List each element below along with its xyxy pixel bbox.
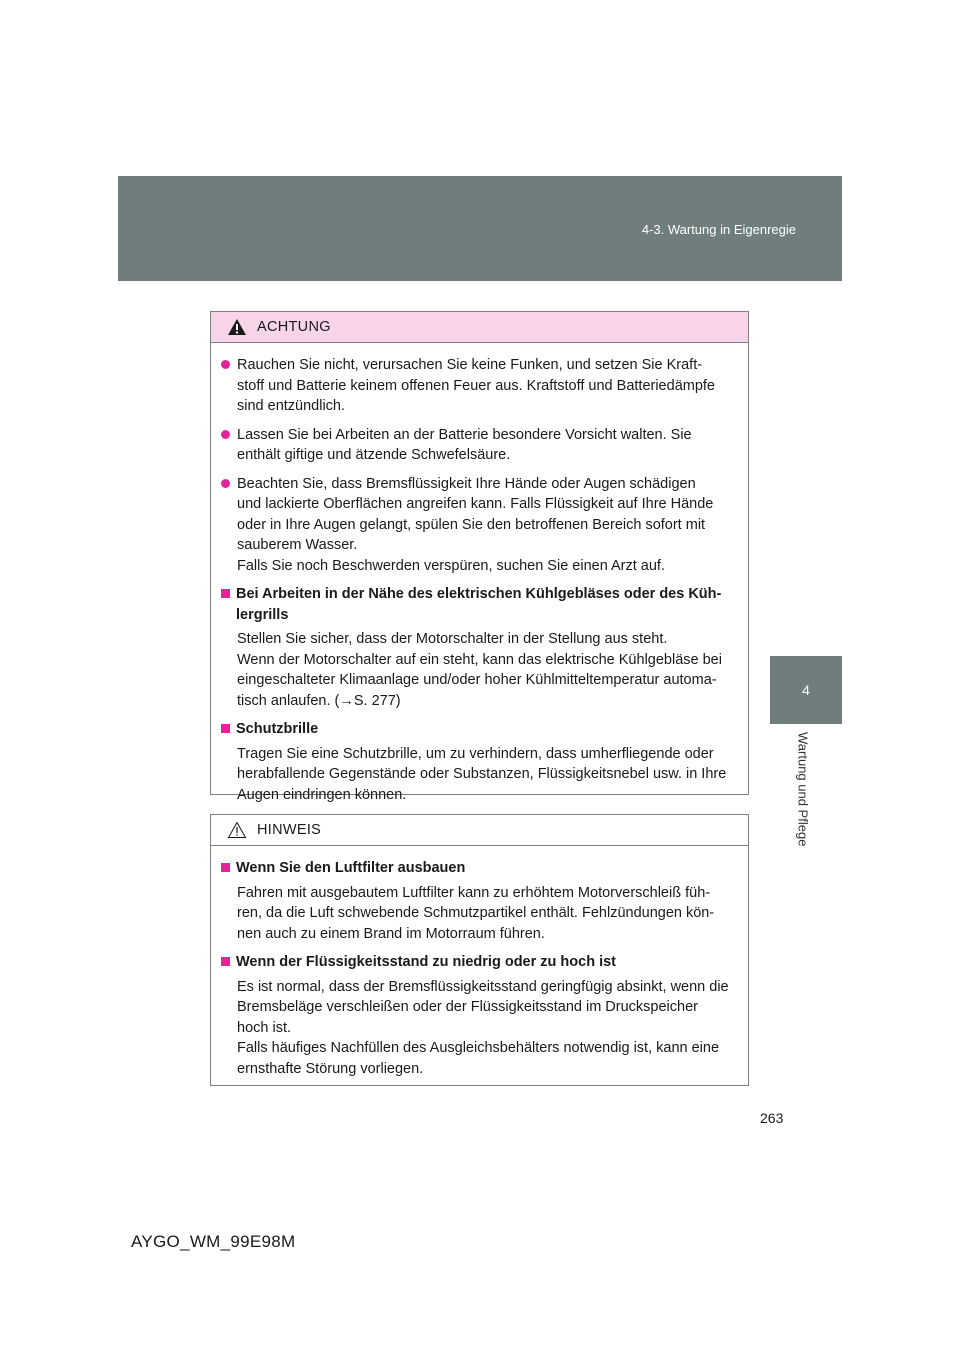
- section-heading: [221, 719, 742, 740]
- chapter-number: 4: [802, 682, 810, 698]
- warning-bullet-text: Rauchen Sie nicht, verursachen Sie keine Funken, und setzen Sie Kraft- stoff und Batterie keinem offenen Feuer aus. Kraftstoff und Batteriedämpfe sind entzündlich.: [237, 357, 715, 414]
- section-title: Bei Arbeiten in der Nähe des elektrischen Kühlgebläses oder des Küh- lergrills: [236, 586, 722, 623]
- note-body: [211, 846, 748, 1079]
- warning-bullet-text: Beachten Sie, dass Bremsflüssigkeit Ihre Hände oder Augen schädigen und lackierte Oberflächen angreifen kann. Falls Flüssigkeit auf Ihre Hände oder in Ihre Augen gelangt, spülen Sie den betroffenen Bereich sofort mit sauberem Wasser. Falls Sie noch Beschwerden verspüren, suchen Sie einen Arzt auf.: [237, 475, 714, 574]
- section-text: Es ist normal, dass der Bremsflüssigkeitsstand geringfügig absinkt, wenn die Bremsbeläge verschleißen oder der Flüssigkeitsstand im Druckspeicher hoch ist. Falls häufiges Nachfüllen des Ausgleichsbehälters notwendig ist, kann eine ernsthafte Störung vorliegen.: [237, 978, 729, 1077]
- bullet-dot-icon: [221, 430, 230, 439]
- section-title: 4-3. Wartung in Eigenregie: [641, 222, 796, 237]
- warning-box-header: [211, 312, 748, 343]
- warning-triangle-icon: [227, 318, 247, 336]
- note-title: HINWEIS: [257, 822, 322, 838]
- document-code: AYGO_WM_99E98M: [131, 1232, 296, 1251]
- list-item: [221, 474, 742, 577]
- bullet-dot-icon: [221, 479, 230, 488]
- section-title: Wenn der Flüssigkeitsstand zu niedrig oder zu hoch ist: [236, 954, 617, 970]
- section-heading: [221, 584, 742, 625]
- warning-box: [210, 311, 749, 803]
- header-band: [118, 176, 842, 281]
- square-bullet-icon: [221, 957, 230, 966]
- note-box: [210, 814, 749, 1086]
- caution-triangle-outline-icon: [227, 821, 247, 839]
- chapter-tab: [770, 656, 842, 724]
- section-title: Wenn Sie den Luftfilter ausbauen: [236, 860, 466, 876]
- section-title: Schutzbrille: [236, 721, 319, 737]
- square-bullet-icon: [221, 589, 230, 598]
- section-heading: [221, 858, 742, 879]
- bullet-dot-icon: [221, 360, 230, 369]
- square-bullet-icon: [221, 724, 230, 733]
- page-number: 263: [760, 1110, 784, 1126]
- list-item: [221, 355, 742, 417]
- section-text: Stellen Sie sicher, dass der Motorschalter in der Stellung aus steht. Wenn der Motorschalter auf ein steht, kann das elektrische Kühlgebläse bei eingeschalteter Klimaanlage und/oder hoher Kühlmitteltemperatur automa- tisch anlaufen. (→S. 277): [237, 631, 722, 709]
- square-bullet-icon: [221, 863, 230, 872]
- section-heading: [221, 952, 742, 973]
- warning-body: [211, 343, 748, 805]
- warning-bullet-text: Lassen Sie bei Arbeiten an der Batterie besondere Vorsicht walten. Sie enthält giftige und ätzende Schwefelsäure.: [237, 426, 692, 463]
- section-text: Tragen Sie eine Schutzbrille, um zu verhindern, dass umherfliegende oder herabfallende Gegenstände oder Substanzen, Flüssigkeitsnebel usw. in Ihre Augen eindringen können.: [237, 745, 727, 803]
- warning-title: ACHTUNG: [257, 319, 331, 335]
- chapter-label: Wartung und Pflege: [795, 732, 811, 847]
- section-text: Fahren mit ausgebautem Luftfilter kann zu erhöhtem Motorverschleiß füh- ren, da die Luft schwebende Schmutzpartikel enthält. Fehlzündungen kön- nen auch zu einem Brand im Motorraum führen.: [237, 884, 715, 942]
- note-box-header: [211, 815, 748, 846]
- list-item: [221, 425, 742, 466]
